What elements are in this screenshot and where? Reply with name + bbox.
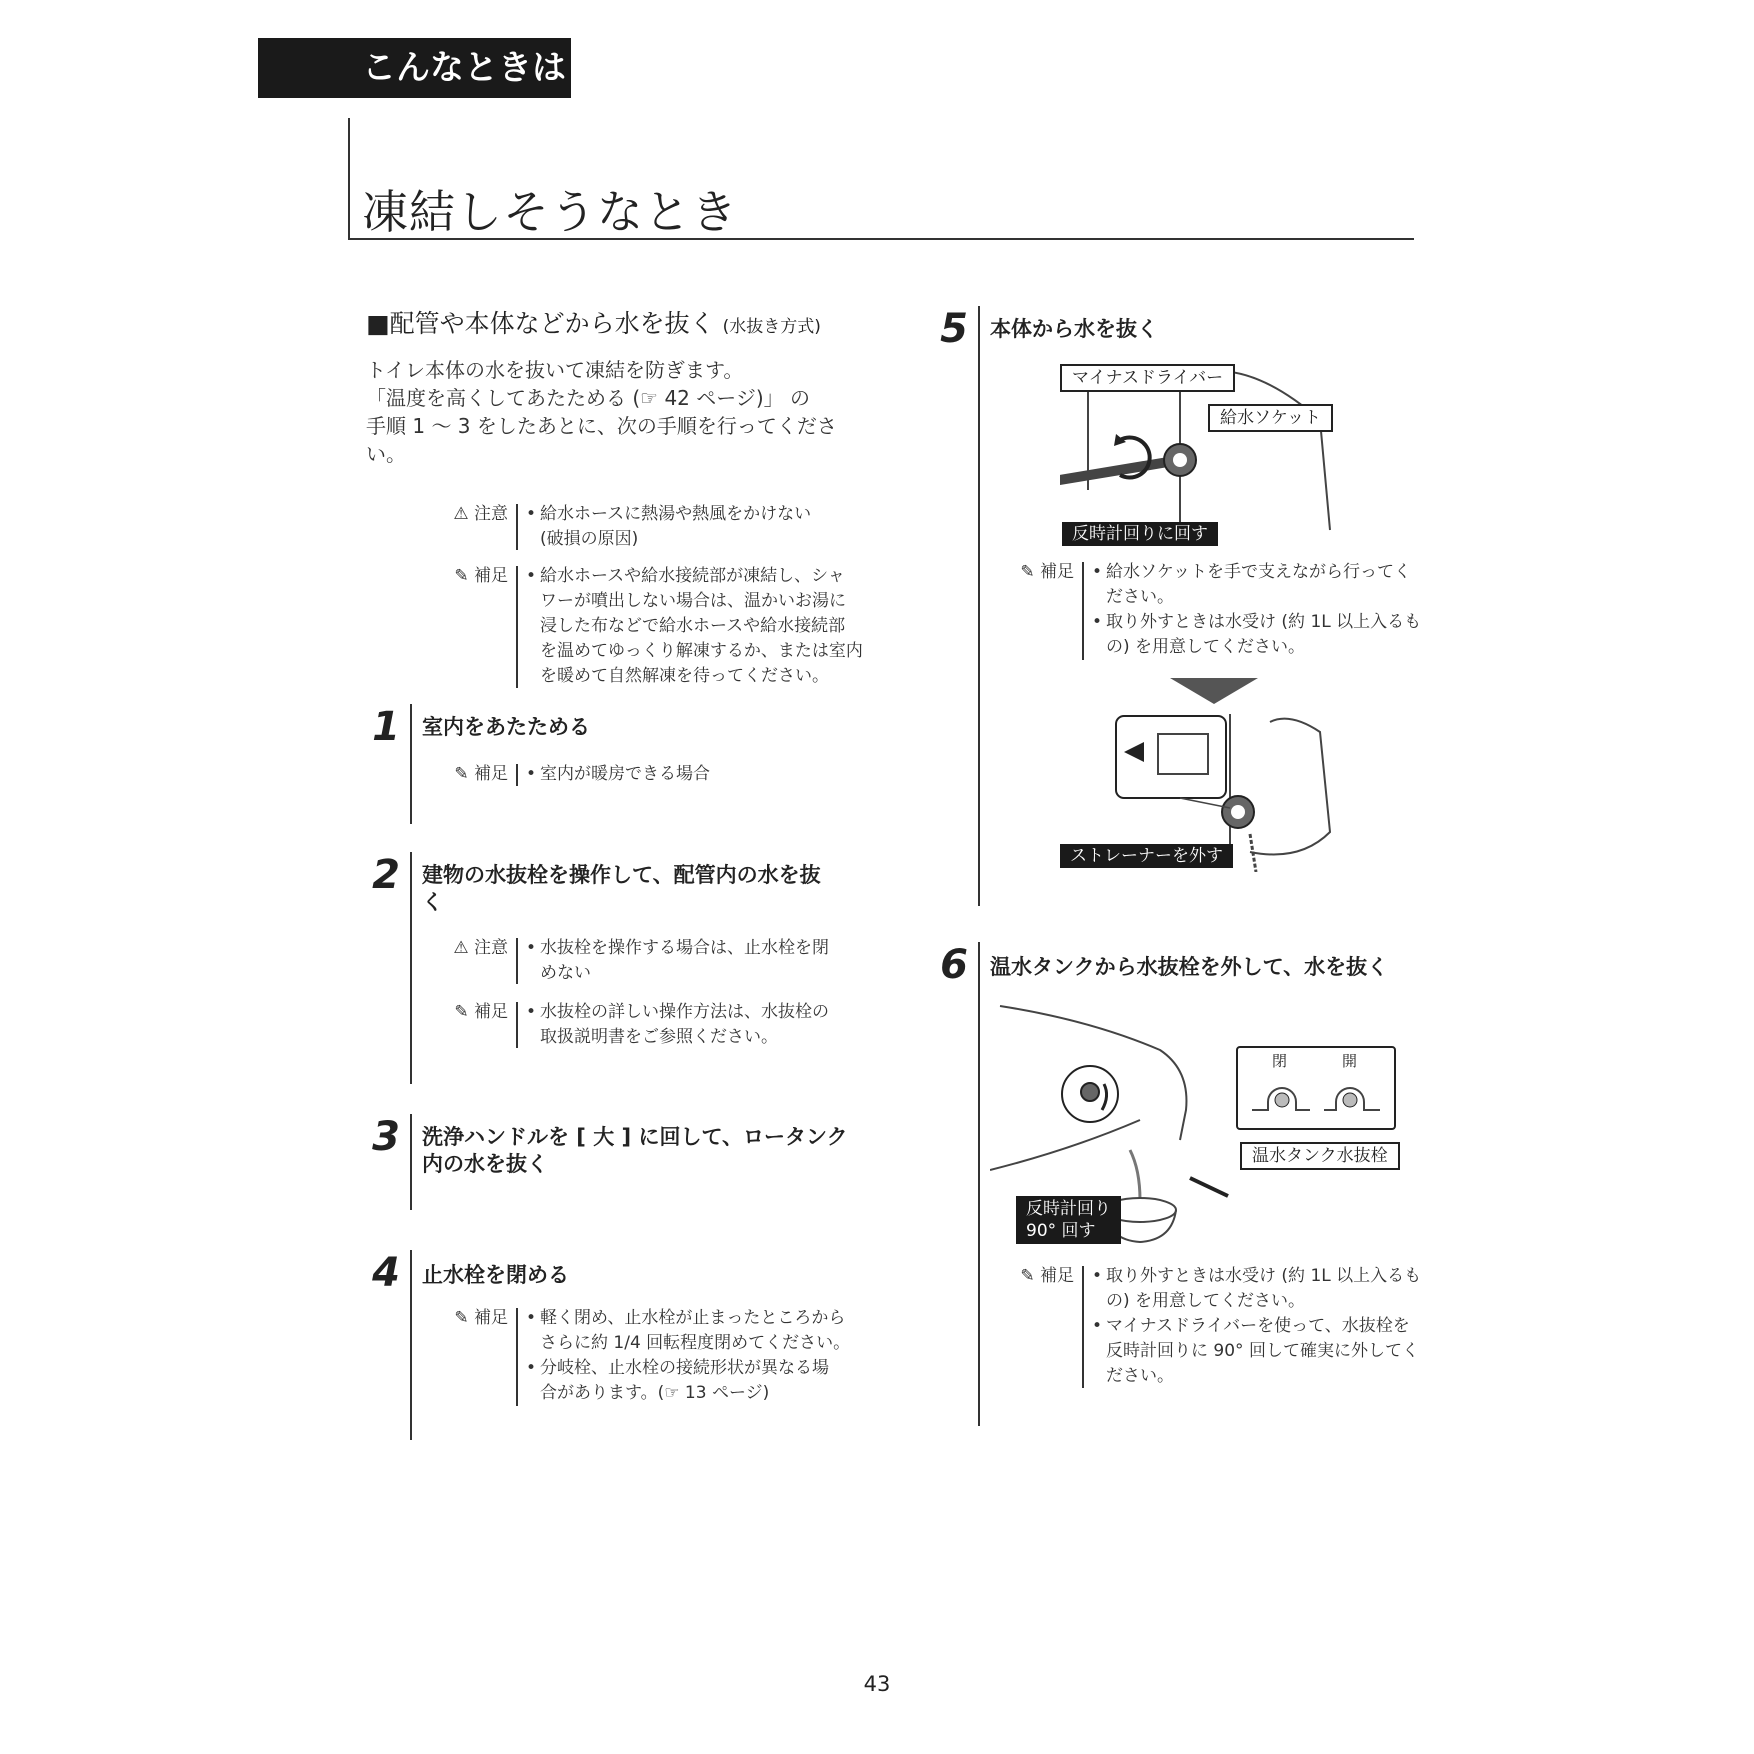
intro-line: い。 bbox=[366, 442, 406, 466]
note-bar bbox=[516, 504, 518, 550]
step-title: 洗浄ハンドルを [ 大 ] に回して、ロータンク 内の水を抜く bbox=[422, 1125, 848, 1176]
step-title: 本体から水を抜く bbox=[990, 317, 1158, 341]
note-bar bbox=[516, 764, 518, 786]
supplement-item: • 水抜栓の詳しい操作方法は、水抜栓の 取扱説明書をご参照ください。 bbox=[526, 1000, 829, 1050]
supplement-item: • 取り外すときは水受け (約 1L 以上入るも の) を用意してください。 bbox=[1092, 1264, 1421, 1314]
pencil-icon: ✎ bbox=[1020, 562, 1035, 582]
supplement-label: ✎ 補足 bbox=[1020, 1266, 1074, 1286]
intro-line: 「温度を高くしてあたためる (☞ 42 ページ)」 の bbox=[366, 386, 811, 410]
section-title bbox=[366, 304, 821, 340]
step-number: 3 bbox=[372, 1114, 400, 1160]
supplement-label: ✎ 補足 bbox=[454, 764, 508, 784]
step-number: 2 bbox=[372, 852, 400, 898]
note-bar bbox=[516, 566, 518, 688]
supplement-item: • 給水ソケットを手で支えながら行ってく ださい。 bbox=[1092, 560, 1421, 610]
legend-open: 開 bbox=[1342, 1052, 1358, 1070]
note-bar bbox=[1082, 1266, 1084, 1388]
step-title: 建物の水抜栓を操作して、配管内の水を抜 く bbox=[422, 863, 821, 914]
step-rule bbox=[410, 1250, 412, 1440]
caution-note bbox=[444, 936, 864, 988]
supplement-item: • 室内が暖房できる場合 bbox=[526, 762, 710, 787]
supplement-item: • 給水ホースや給水接続部が凍結し、シャ ワーが噴出しない場合は、温かいお湯に 浸した布などで給水ホースや給水接続部 を温めてゆっくり解凍するか、または室内 を暖めて自然解凍を待ってください。 bbox=[526, 564, 863, 689]
section-title-note: (水抜き方式) bbox=[722, 317, 821, 337]
caution-label: ⚠ 注意 bbox=[453, 504, 508, 524]
pencil-icon: ✎ bbox=[454, 1002, 469, 1022]
note-bar bbox=[516, 1002, 518, 1048]
step-title: 室内をあたためる bbox=[422, 715, 590, 739]
pencil-icon: ✎ bbox=[454, 764, 469, 784]
step-title: 止水栓を閉める bbox=[422, 1263, 569, 1287]
step-rule bbox=[410, 704, 412, 824]
step-number: 5 bbox=[940, 306, 968, 352]
label-rotate-90: 反時計回り 90° 回す bbox=[1016, 1196, 1121, 1244]
caution-label: ⚠ 注意 bbox=[453, 938, 508, 958]
supplement-note bbox=[444, 564, 864, 694]
label-tank-drain-plug: 温水タンク水抜栓 bbox=[1240, 1142, 1400, 1170]
supplement-label: ✎ 補足 bbox=[454, 566, 508, 586]
warning-icon: ⚠ bbox=[453, 504, 469, 524]
step-number: 4 bbox=[372, 1250, 400, 1296]
warning-icon: ⚠ bbox=[453, 938, 469, 958]
step-rule bbox=[410, 1114, 412, 1210]
note-bar bbox=[1082, 562, 1084, 660]
step-number: 6 bbox=[940, 942, 968, 988]
step-rule bbox=[978, 942, 980, 1426]
supplement-label: ✎ 補足 bbox=[454, 1308, 508, 1328]
supplement-item: • 取り外すときは水受け (約 1L 以上入るも の) を用意してください。 bbox=[1092, 610, 1421, 660]
valve-legend bbox=[1236, 1046, 1396, 1130]
intro-line: トイレ本体の水を抜いて凍結を防ぎます。 bbox=[366, 358, 744, 382]
chapter-header: こんなときは bbox=[258, 38, 571, 98]
step-rule bbox=[410, 852, 412, 1084]
page-number: 43 bbox=[863, 1672, 891, 1696]
label-rotate-counterclockwise: 反時計回りに回す bbox=[1062, 522, 1218, 546]
caution-note bbox=[444, 502, 864, 554]
supplement-body bbox=[526, 564, 863, 689]
supplement-item: • マイナスドライバーを使って、水抜栓を 反時計回りに 90° 回して確実に外してく ださい。 bbox=[1092, 1314, 1421, 1389]
page-title: 凍結しそうなとき bbox=[362, 185, 738, 239]
pencil-icon: ✎ bbox=[454, 566, 469, 586]
valve-state-icon bbox=[1248, 1074, 1388, 1120]
pencil-icon: ✎ bbox=[454, 1308, 469, 1328]
intro-line: 手順 1 ～ 3 をしたあとに、次の手順を行ってくださ bbox=[366, 414, 837, 438]
intro-text bbox=[366, 356, 848, 468]
supplement-note bbox=[1010, 560, 1430, 664]
legend-closed: 閉 bbox=[1272, 1052, 1288, 1070]
label-remove-strainer: ストレーナーを外す bbox=[1060, 844, 1233, 868]
section-title-text: ■配管や本体などから水を抜く bbox=[366, 309, 715, 338]
supplement-note bbox=[444, 1000, 864, 1052]
title-rule-vertical bbox=[348, 118, 350, 240]
supplement-item: • 軽く閉め、止水栓が止まったところから さらに約 1/4 回転程度閉めてください。 bbox=[526, 1306, 850, 1356]
supplement-label: ✎ 補足 bbox=[1020, 562, 1074, 582]
caution-item: • 水抜栓を操作する場合は、止水栓を閉 めない bbox=[526, 936, 829, 986]
pencil-icon: ✎ bbox=[1020, 1266, 1035, 1286]
supplement-note bbox=[444, 1306, 864, 1410]
note-bar bbox=[516, 938, 518, 984]
step-number: 1 bbox=[372, 704, 400, 750]
label-minus-driver: マイナスドライバー bbox=[1060, 364, 1235, 392]
note-bar bbox=[516, 1308, 518, 1406]
supplement-label: ✎ 補足 bbox=[454, 1002, 508, 1022]
down-arrow-icon bbox=[1170, 676, 1260, 706]
label-water-socket: 給水ソケット bbox=[1208, 404, 1333, 432]
supplement-note bbox=[444, 762, 864, 792]
caution-item: • 給水ホースに熱湯や熱風をかけない (破損の原因) bbox=[526, 502, 811, 552]
supplement-note bbox=[1010, 1264, 1430, 1394]
caution-body bbox=[526, 502, 811, 552]
step-rule bbox=[978, 306, 980, 906]
step-title: 温水タンクから水抜栓を外して、水を抜く bbox=[990, 955, 1389, 979]
supplement-item: • 分岐栓、止水栓の接続形状が異なる場 合があります。(☞ 13 ページ) bbox=[526, 1356, 850, 1406]
